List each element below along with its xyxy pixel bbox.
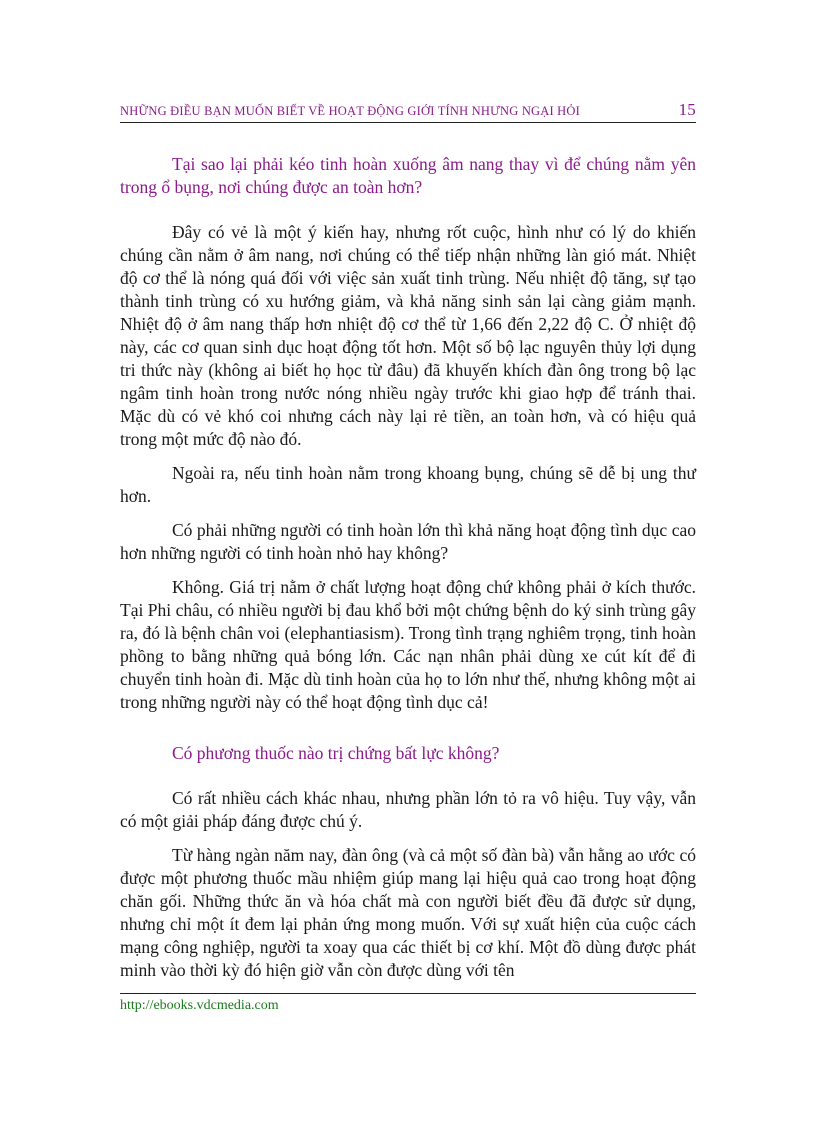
body-paragraph: Có rất nhiều cách khác nhau, nhưng phần lớn tỏ ra vô hiệu. Tuy vậy, vẫn có một giải pháp đáng được chú ý.	[120, 788, 696, 831]
body-paragraph: Từ hàng ngàn năm nay, đàn ông (và cả một số đàn bà) vẫn hằng ao ước có được một phương thuốc mầu nhiệm giúp mang lại hiệu quả cao trong hoạt động chăn gối. Những thức ăn và hóa chất mà con người biết đều đã được sử dụng, nhưng chỉ một ít đem lại phản ứng mong muốn. Với sự xuất hiện của cuộc cách mạng công nghiệp, người ta xoay qua các thiết bị cơ khí. Một đồ dùng được phát minh vào thời kỳ đó hiện giờ vẫn còn được dùng với tên	[120, 845, 696, 980]
footer-url[interactable]: http://ebooks.vdcmedia.com	[120, 998, 279, 1013]
section-question: Có phương thuốc nào trị chứng bất lực không?	[172, 743, 500, 763]
body-paragraph: Không. Giá trị nằm ở chất lượng hoạt động chứ không phải ở kích thước. Tại Phi châu, có nhiều người bị đau khổ bởi một chứng bệnh do ký sinh trùng gây ra, đó là bệnh chân voi (elephantiasism). Trong tình trạng nghiêm trọng, tinh hoàn phồng to bằng những quả bóng lớn. Các nạn nhân phải dùng xe cút kít để đi chuyển tinh hoàn đi. Mặc dù tinh hoàn của họ to lớn như thế, nhưng không một ai trong những người này có thể hoạt động tình dục cả!	[120, 577, 696, 712]
section-question: Tại sao lại phải kéo tinh hoàn xuống âm nang thay vì để chúng nằm yên trong ổ bụng, nơi chúng được an toàn hơn?	[120, 154, 696, 197]
page-body	[120, 100, 696, 982]
running-header-title: NHỮNG ĐIỀU BẠN MUỐN BIẾT VỀ HOẠT ĐỘNG GIỚI TÍNH NHƯNG NGẠI HỎI	[120, 104, 581, 118]
body-paragraph: Có phải những người có tinh hoàn lớn thì khả năng hoạt động tình dục cao hơn những người có tinh hoàn nhỏ hay không?	[120, 520, 696, 563]
running-header	[120, 100, 696, 123]
body-paragraph: Đây có vẻ là một ý kiến hay, nhưng rốt cuộc, hình như có lý do khiến chúng cần nằm ở âm nang, nơi chúng có thể tiếp nhận những làn gió mát. Nhiệt độ cơ thể là nóng quá đối với việc sản xuất tinh trùng. Nếu nhiệt độ tăng, sự tạo thành tinh trùng có xu hướng giảm, và khả năng sinh sản lại càng giảm mạnh. Nhiệt độ ở âm nang thấp hơn nhiệt độ cơ thể từ 1,66 đến 2,22 độ C. Ở nhiệt độ này, các cơ quan sinh dục hoạt động tốt hơn. Một số bộ lạc nguyên thủy lợi dụng tri thức này (không ai biết họ học từ đâu) đã khuyến khích đàn ông trong bộ lạc ngâm tinh hoàn trong nước nóng nhiều ngày trước khi giao hợp để tránh thai. Mặc dù có vẻ khó coi nhưng cách này lại rẻ tiền, an toàn hơn, và có hiệu quả trong một mức độ nào đó.	[120, 222, 696, 449]
page-footer	[120, 993, 696, 1014]
body-paragraph: Ngoài ra, nếu tinh hoàn nằm trong khoang bụng, chúng sẽ dễ bị ung thư hơn.	[120, 463, 696, 506]
page-number: 15	[678, 100, 696, 119]
